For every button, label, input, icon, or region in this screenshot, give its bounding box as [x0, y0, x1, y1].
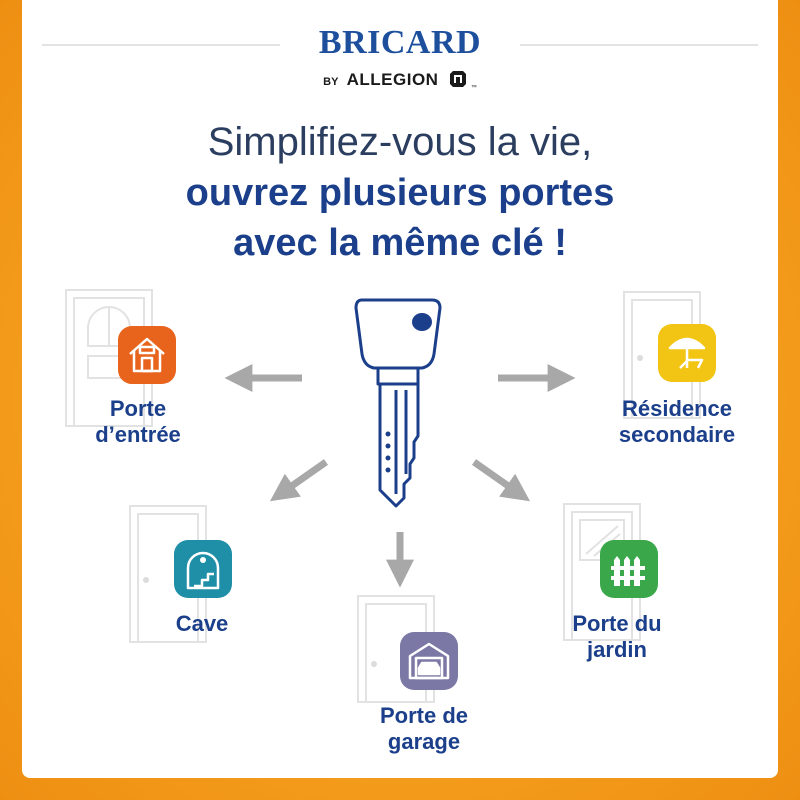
garden-tile [600, 540, 658, 598]
garden-fence-icon [600, 540, 658, 598]
garage-label-line2: garage [387, 729, 461, 754]
garage-car-icon [400, 632, 458, 690]
garage-tile [400, 632, 458, 690]
front-door-tile [118, 326, 176, 384]
secondary-residence-label-line1: Résidence [621, 396, 733, 421]
headline-line-3: avec la même clé ! [233, 222, 567, 264]
cellar-label-line1: Cave [175, 611, 229, 636]
beach-umbrella-icon [658, 324, 716, 382]
secondary-residence-tile [658, 324, 716, 382]
cellar-label [152, 611, 252, 637]
secondary-residence-label-line2: secondaire [618, 422, 736, 447]
front-door-label-line1: Porte [109, 396, 167, 421]
headline-line-2: ouvrez plusieurs portes [185, 172, 615, 214]
poster-card [22, 0, 778, 778]
byline-by: BY [323, 76, 339, 88]
house-icon [118, 326, 176, 384]
garden-label [542, 611, 692, 663]
brand-logo-text: BRICARD [318, 24, 482, 61]
arrow-down-left [286, 462, 326, 490]
secondary-residence-label [582, 396, 772, 448]
garage-label-line1: Porte de [379, 703, 469, 728]
front-door-label [68, 396, 208, 448]
garden-label-line2: jardin [587, 637, 647, 662]
cellar-stairs-icon [174, 540, 232, 598]
byline-allegion: ALLEGION [346, 70, 439, 89]
front-door-label-line2: d’entrée [95, 422, 181, 447]
garage-label [344, 703, 504, 755]
garden-label-line1: Porte du [572, 611, 662, 636]
arrow-down-right [474, 462, 514, 490]
headline-line-1: Simplifiez-vous la vie, [207, 120, 593, 164]
trademark-mark: ™ [470, 85, 477, 91]
cellar-tile [174, 540, 232, 598]
